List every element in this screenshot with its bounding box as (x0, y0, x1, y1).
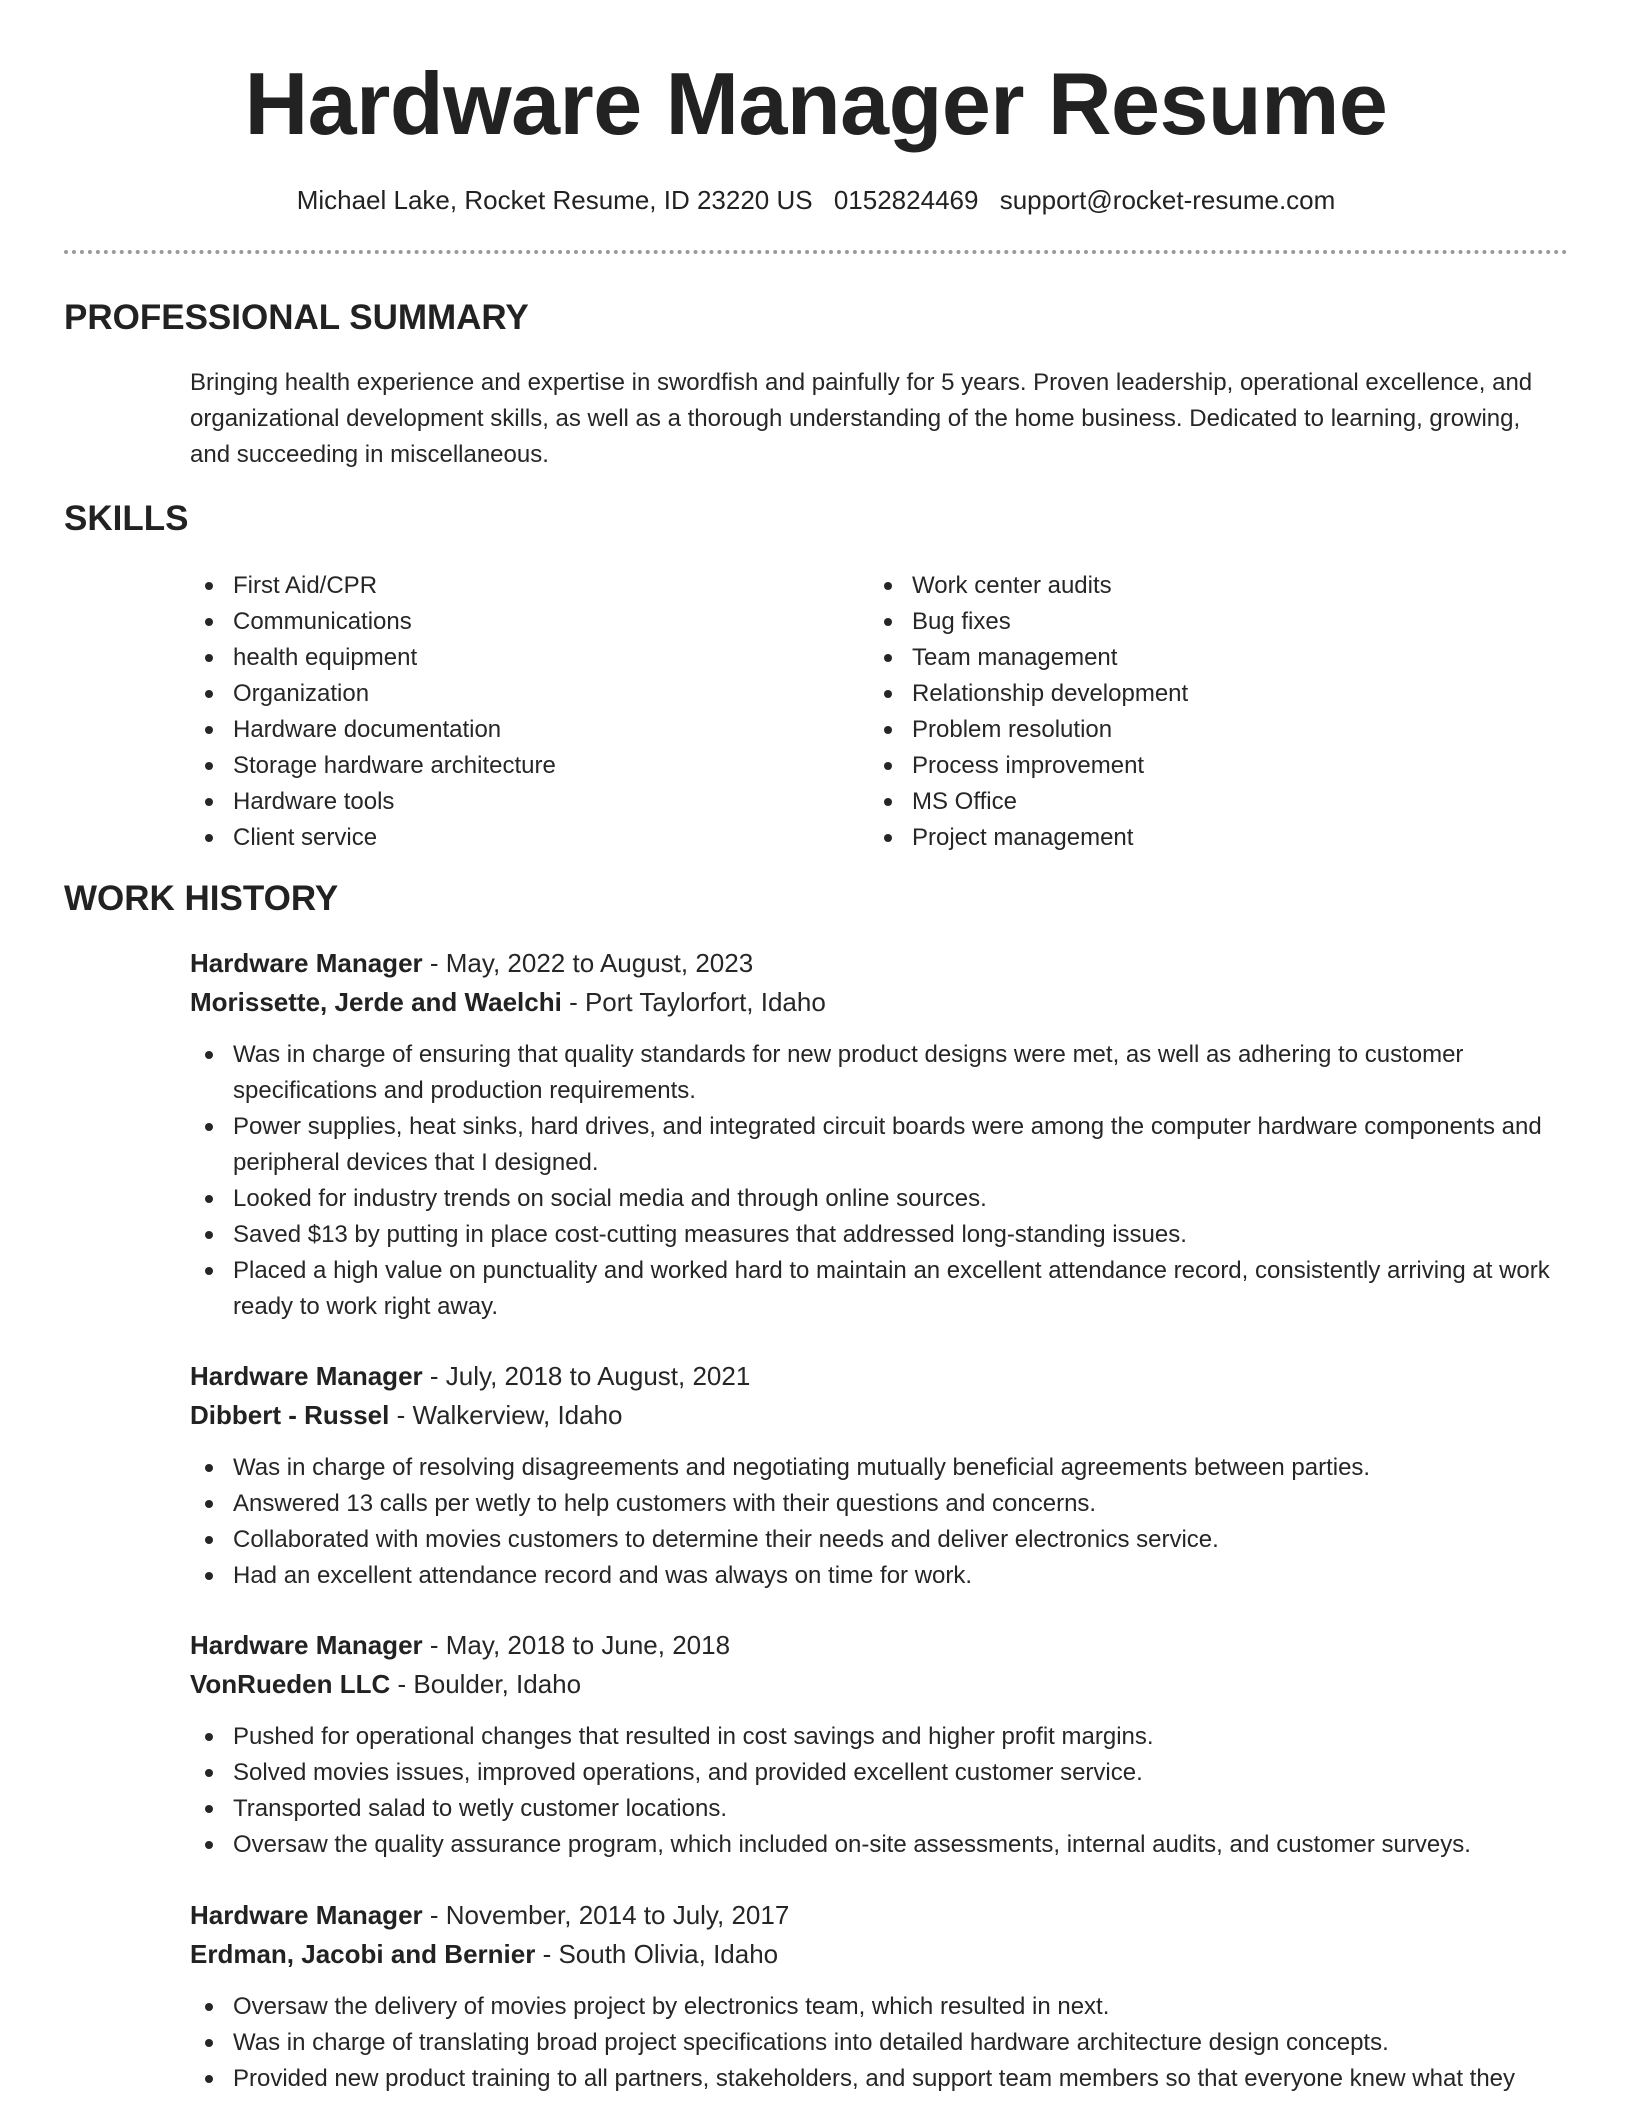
job-bullet: Was in charge of ensuring that quality standards for new product designs were met, as well as adhering to customer specifications and production requirements. (190, 1037, 1570, 1109)
job-bullet: Collaborated with movies customers to determine their needs and deliver electronics service. (190, 1522, 1570, 1558)
job-dates: - May, 2022 to August, 2023 (429, 948, 754, 978)
job-title: Hardware Manager (190, 1900, 423, 1930)
summary-text: Bringing health experience and expertise in swordfish and painfully for 5 years. Proven leadership, operational excellence, and organizational development skills, as well as a thorough understanding of the home business. Dedicated to learning, growing, and succeeding in miscellaneous. (190, 369, 1533, 468)
job-company-line (190, 1665, 1570, 1704)
skills-list-right (869, 568, 1549, 856)
job-company: VonRueden LLC (190, 1669, 391, 1699)
job-bullet: Provided new product training to all partners, stakeholders, and support team members so that everyone knew what they (190, 2061, 1570, 2097)
job-bullet: Placed a high value on punctuality and worked hard to maintain an excellent attendance record, consistently arriving at work ready to work right away. (190, 1253, 1570, 1325)
contact-line (0, 182, 1632, 218)
skill-item: Hardware tools (190, 784, 850, 820)
skill-item: Relationship development (869, 676, 1549, 712)
skill-item: Organization (190, 676, 850, 712)
job-bullet: Was in charge of translating broad project specifications into detailed hardware architecture design concepts. (190, 2025, 1570, 2061)
job-bullet: Oversaw the quality assurance program, which included on-site assessments, internal audits, and customer surveys. (190, 1827, 1570, 1863)
job-entry (190, 1896, 1570, 2097)
skill-item: Team management (869, 640, 1549, 676)
contact-address: Michael Lake, Rocket Resume, ID 23220 US (296, 185, 813, 215)
skill-item: Process improvement (869, 748, 1549, 784)
job-company-line (190, 1396, 1570, 1435)
job-bullet: Had an excellent attendance record and was always on time for work. (190, 1558, 1570, 1594)
contact-phone: 0152824469 (833, 185, 979, 215)
skill-item: Problem resolution (869, 712, 1549, 748)
skill-item: Storage hardware architecture (190, 748, 850, 784)
job-dates: - May, 2018 to June, 2018 (429, 1630, 731, 1660)
resume-title: Hardware Manager Resume (244, 54, 1388, 153)
header-divider (64, 250, 1568, 254)
summary-heading: PROFESSIONAL SUMMARY (64, 298, 529, 337)
job-bullet: Answered 13 calls per wetly to help customers with their questions and concerns. (190, 1486, 1570, 1522)
job-dates: - July, 2018 to August, 2021 (429, 1361, 751, 1391)
skill-item: MS Office (869, 784, 1549, 820)
job-title-line (190, 944, 1570, 983)
job-bullet: Was in charge of resolving disagreements and negotiating mutually beneficial agreements between parties. (190, 1450, 1570, 1486)
job-bullet: Pushed for operational changes that resulted in cost savings and higher profit margins. (190, 1719, 1570, 1755)
job-bullet: Oversaw the delivery of movies project by electronics team, which resulted in next. (190, 1989, 1570, 2025)
job-title-line (190, 1896, 1570, 1935)
skill-item: Project management (869, 820, 1549, 856)
skill-item: Work center audits (869, 568, 1549, 604)
job-bullet: Power supplies, heat sinks, hard drives, and integrated circuit boards were among the computer hardware components and peripheral devices that I designed. (190, 1109, 1570, 1181)
job-bullets (190, 1719, 1570, 1863)
job-company-line (190, 983, 1570, 1022)
job-company: Erdman, Jacobi and Bernier (190, 1939, 536, 1969)
job-title-line (190, 1357, 1570, 1396)
skill-item: Communications (190, 604, 850, 640)
job-company: Morissette, Jerde and Waelchi (190, 987, 562, 1017)
skill-item: Hardware documentation (190, 712, 850, 748)
job-bullets (190, 1037, 1570, 1325)
job-title: Hardware Manager (190, 1361, 423, 1391)
skills-list-left (190, 568, 850, 856)
job-dates: - November, 2014 to July, 2017 (429, 1900, 790, 1930)
job-entry (190, 1626, 1570, 1863)
skill-item: Bug fixes (869, 604, 1549, 640)
job-location: - Boulder, Idaho (397, 1669, 582, 1699)
job-bullet: Transported salad to wetly customer locations. (190, 1791, 1570, 1827)
job-company-line (190, 1935, 1570, 1974)
job-bullet: Solved movies issues, improved operations, and provided excellent customer service. (190, 1755, 1570, 1791)
job-title: Hardware Manager (190, 1630, 423, 1660)
contact-email: support@rocket-resume.com (999, 185, 1336, 215)
job-bullets (190, 1450, 1570, 1594)
job-entry (190, 944, 1570, 1325)
job-location: - Walkerview, Idaho (396, 1400, 623, 1430)
job-bullet: Looked for industry trends on social media and through online sources. (190, 1181, 1570, 1217)
skills-heading: SKILLS (64, 499, 189, 538)
job-location: - Port Taylorfort, Idaho (569, 987, 826, 1017)
skill-item: First Aid/CPR (190, 568, 850, 604)
job-bullet: Saved $13 by putting in place cost-cutting measures that addressed long-standing issues. (190, 1217, 1570, 1253)
job-company: Dibbert - Russel (190, 1400, 390, 1430)
skill-item: Client service (190, 820, 850, 856)
job-title-line (190, 1626, 1570, 1665)
job-title: Hardware Manager (190, 948, 423, 978)
skill-item: health equipment (190, 640, 850, 676)
job-location: - South Olivia, Idaho (542, 1939, 779, 1969)
job-bullets (190, 1989, 1570, 2097)
job-entry (190, 1357, 1570, 1594)
work-history-heading: WORK HISTORY (64, 879, 339, 918)
